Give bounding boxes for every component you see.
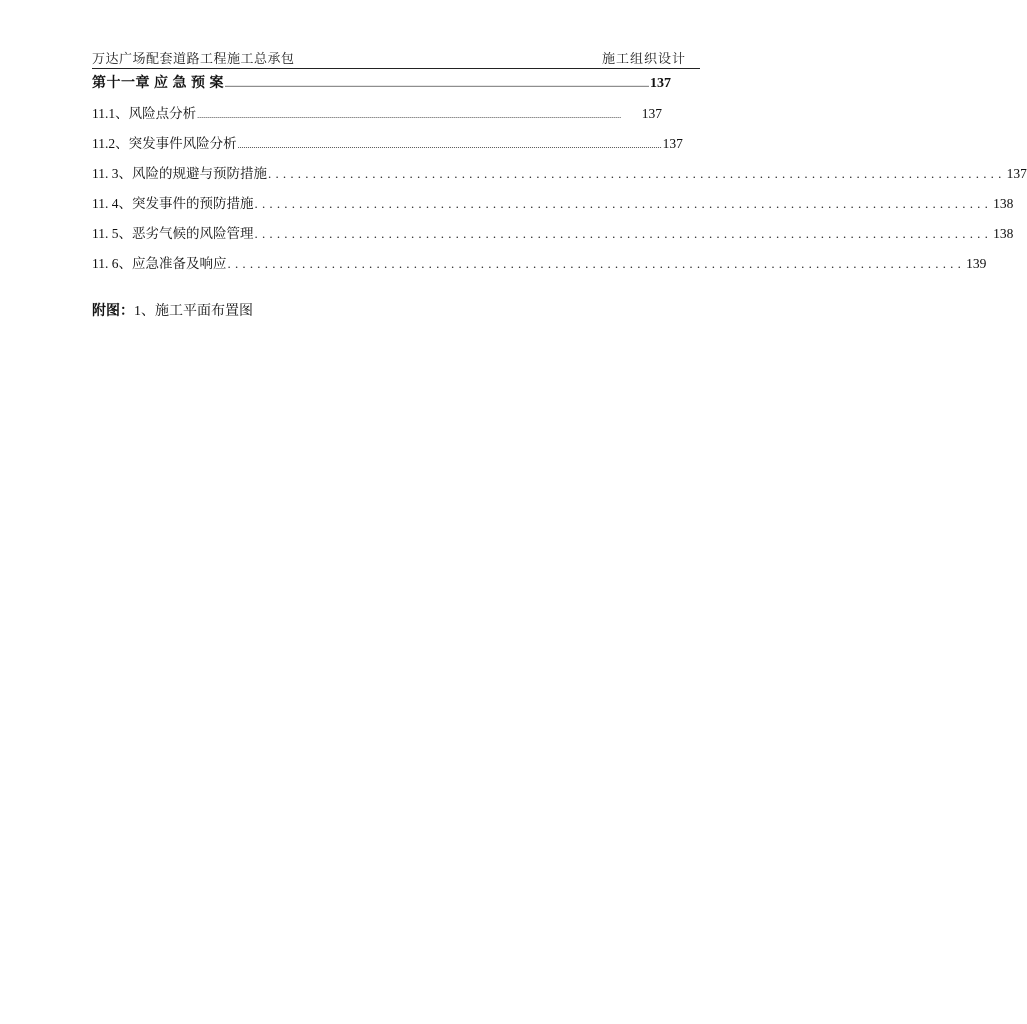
toc-row[interactable] (92, 222, 1014, 252)
header-document-type: 施工组织设计 (601, 52, 686, 67)
toc-page-number: 139 (966, 256, 987, 271)
table-of-contents (92, 72, 1027, 282)
toc-leader-dots: ................................................................................................... (227, 256, 966, 271)
toc-entry-label: 11. 4、突发事件的预防措施 (92, 196, 254, 211)
toc-page-number: 138 (993, 226, 1014, 241)
toc-page-number: 137 (650, 76, 671, 91)
toc-row[interactable] (92, 252, 987, 282)
appendix-tag: 附图： (92, 304, 134, 319)
toc-leader-dots: .................................................................................................................................................................................................................... (197, 111, 622, 120)
toc-page-number: 138 (993, 196, 1014, 211)
toc-leader-dots: ................................................................................................... (254, 196, 993, 211)
header-project-title: 万达广场配套道路工程施工总承包 (92, 52, 295, 67)
toc-page-number: 137 (641, 106, 662, 121)
toc-entry-label: 11. 3、风险的规避与预防措施 (92, 166, 267, 181)
toc-leader-dots: .................................................................................................................................................................................................................... (225, 80, 649, 89)
toc-page-number: 137 (662, 136, 683, 151)
toc-entry-label: 第十一章 应 急 预 案 (92, 76, 224, 91)
toc-row[interactable] (92, 132, 683, 162)
toc-entry-label: 11. 6、应急准备及响应 (92, 256, 227, 271)
toc-page-number: 137 (1006, 166, 1027, 181)
page-header (92, 46, 700, 69)
toc-row[interactable] (92, 192, 1014, 222)
toc-row[interactable] (92, 162, 1027, 192)
toc-leader-dots: ................................................................................................... (254, 226, 993, 241)
toc-entry-label: 11. 5、恶劣气候的风险管理 (92, 226, 254, 241)
toc-row[interactable] (92, 102, 662, 132)
toc-leader-dots: .................................................................................................................................................................................................................... (237, 141, 662, 150)
toc-entry-label: 11.1、风险点分析 (92, 106, 197, 121)
appendix-item: 1、施工平面布置图 (134, 304, 253, 319)
toc-row[interactable] (92, 72, 671, 102)
toc-entry-label: 11.2、突发事件风险分析 (92, 136, 237, 151)
appendix-line (92, 300, 253, 320)
toc-leader-dots: ................................................................................................... (268, 166, 1006, 181)
